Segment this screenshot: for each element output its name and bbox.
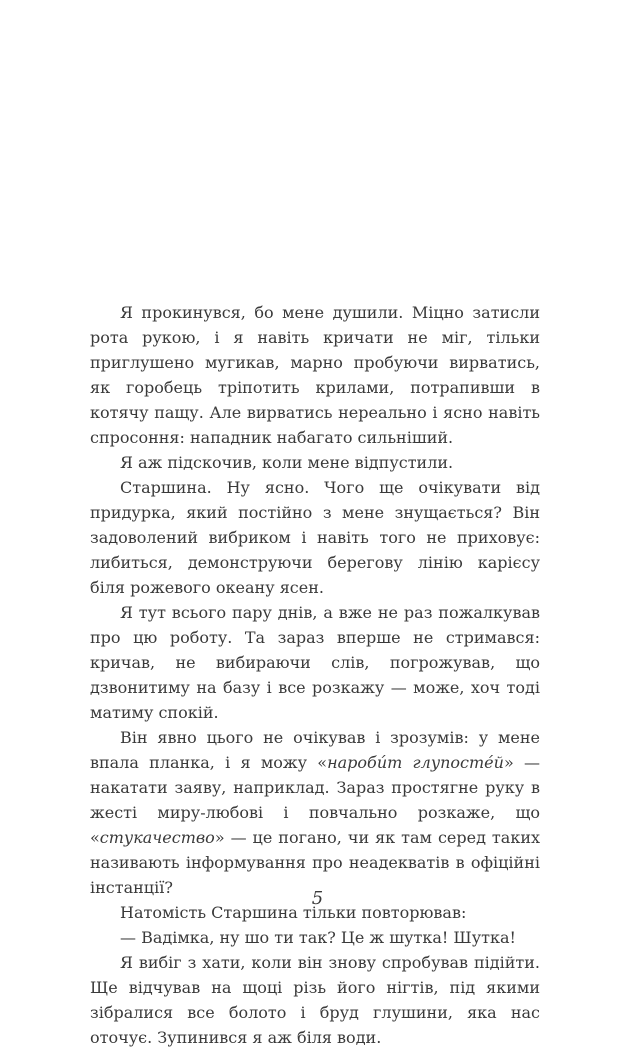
paragraph-5-part-2: » — накатати заяву, наприклад. Зараз простягне руку в жесті миру-любові і повчально розкаже, що « — [90, 753, 541, 847]
paragraph-5-italic-1: наробúт глупостéй — [327, 753, 504, 772]
paragraph-5 — [90, 725, 540, 900]
paragraph-4: Я тут всього пару днів, а вже не раз пожалкував про цю роботу. Та зараз вперше не стримався: кричав, не вибираючи слів, погрожував, що дзвонитиму на базу і все розкажу — може, хоч тоді матиму спокій. — [90, 603, 540, 722]
paragraph-6: Натомість Старшина тільки повторював: — [120, 903, 467, 922]
body-text — [90, 300, 540, 1050]
paragraph-2: Я аж підскочив, коли мене відпустили. — [120, 453, 454, 472]
paragraph-8: Я вибіг з хати, коли він знову спробував підійти. Ще відчував на щоці різь його нігтів, під якими зібралися все болото і бруд глушини, яка нас оточує. Зупинився я аж біля води. — [90, 953, 540, 1047]
paragraph-5-part-1: Він явно цього не очікував і зрозумів: у мене впала планка, і я можу « — [90, 728, 540, 772]
paragraph-5-italic-2: стукачество — [99, 828, 215, 847]
paragraph-3: Старшина. Ну ясно. Чого ще очікувати від придурка, який постійно з мене знущається? Він задоволений вибриком і навіть того не приховує: либиться, демонструючи берегову лінію карієсу біля рожевого океану ясен. — [90, 478, 540, 597]
page-number: 5 — [311, 888, 324, 909]
paragraph-1: Я прокинувся, бо мене душили. Міцно затисли рота рукою, і я навіть кричати не міг, тільки приглушено мугикав, марно пробуючи вирватись, як горобець тріпотить крилами, потрапивши в котячу пащу. Але вирватись нереально і ясно навіть спросоння: нападник набагато сильніший. — [90, 303, 540, 447]
paragraph-7: — Вадімка, ну шо ти так? Це ж шутка! Шутка! — [120, 928, 516, 947]
paragraph-5-part-3: » — це погано, чи як там серед таких називають інформування про неадекватів в офіційні інстанції? — [90, 828, 540, 897]
